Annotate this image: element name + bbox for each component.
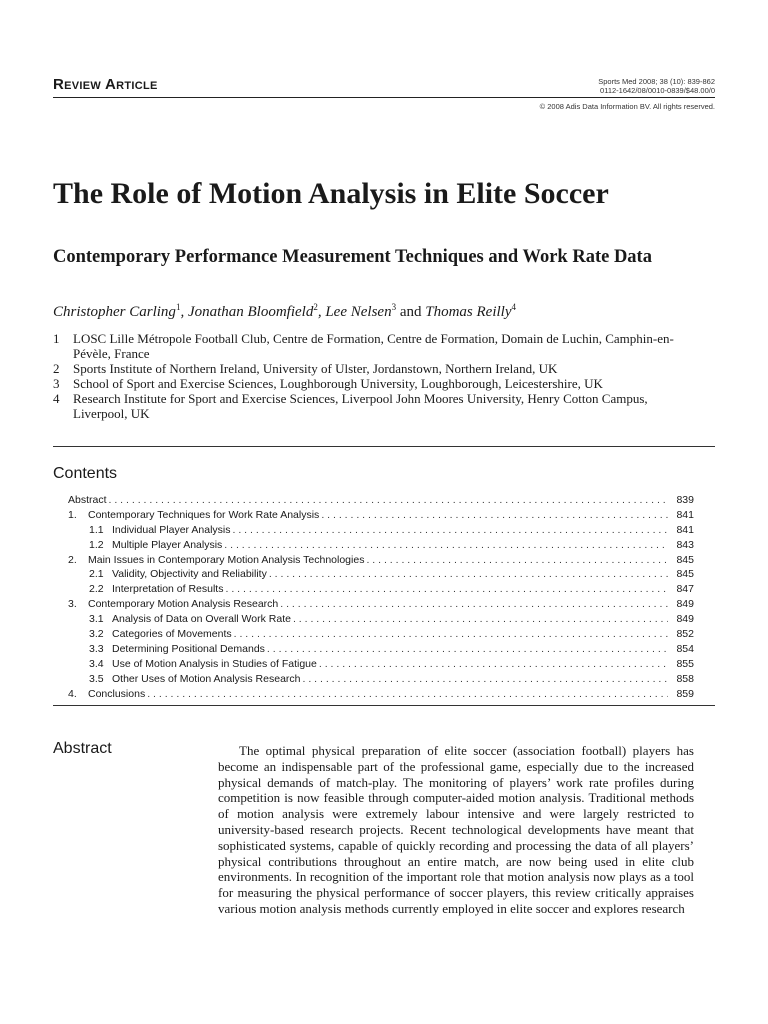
toc-leader-dots bbox=[232, 523, 668, 538]
toc-leader-dots bbox=[269, 567, 668, 582]
citation-journal: Sports Med 2008; 38 (10): 839-862 bbox=[598, 77, 715, 86]
article-type-label: Review Article bbox=[53, 76, 158, 93]
header-rule bbox=[53, 97, 715, 98]
toc-leader-dots bbox=[293, 612, 668, 627]
toc-entry-number: 3.4 bbox=[89, 657, 104, 670]
toc-entry-title: Analysis of Data on Overall Work Rate bbox=[112, 613, 291, 626]
toc-entry-page: 843 bbox=[676, 538, 694, 551]
affiliation-item bbox=[53, 376, 693, 391]
toc-entry-number: 1. bbox=[68, 508, 77, 521]
affiliation-text: Sports Institute of Northern Ireland, University of Ulster, Jordanstown, Northern Ireland, UK bbox=[73, 361, 558, 376]
toc-entry-page: 845 bbox=[676, 568, 694, 581]
toc-entry-number: 3.3 bbox=[89, 642, 104, 655]
toc-leader-dots bbox=[319, 657, 668, 672]
affiliation-number: 2 bbox=[53, 361, 60, 376]
contents-heading: Contents bbox=[53, 465, 118, 482]
toc-entry-page: 847 bbox=[676, 583, 694, 596]
toc-entry[interactable] bbox=[68, 538, 694, 553]
abstract-heading: Abstract bbox=[53, 740, 112, 757]
affiliation-item bbox=[53, 361, 693, 376]
toc-entry[interactable] bbox=[68, 567, 694, 582]
citation-issn: 0112-1642/08/0010-0839/$48.00/0 bbox=[600, 86, 715, 95]
toc-entry-page: 845 bbox=[676, 553, 694, 566]
author-affiliation-marker: 4 bbox=[511, 302, 516, 312]
toc-entry-page: 849 bbox=[676, 598, 694, 611]
toc-entry-title: Interpretation of Results bbox=[112, 583, 224, 596]
toc-entry-number: 2.2 bbox=[89, 583, 104, 596]
toc-entry-page: 855 bbox=[676, 657, 694, 670]
author-separator: , bbox=[317, 304, 326, 320]
toc-entry-title: Use of Motion Analysis in Studies of Fatigue bbox=[112, 657, 317, 670]
toc-entry-page: 839 bbox=[676, 494, 694, 506]
toc-entry-title: Individual Player Analysis bbox=[112, 523, 231, 536]
toc-entry-title: Contemporary Motion Analysis Research bbox=[88, 598, 279, 611]
toc-entry-number: 2.1 bbox=[89, 568, 104, 581]
toc-leader-dots bbox=[280, 597, 668, 612]
author-name: Lee Nelsen bbox=[325, 304, 392, 320]
toc-entry-title: Validity, Objectivity and Reliability bbox=[112, 568, 267, 581]
toc-leader-dots bbox=[366, 553, 668, 568]
toc-entry[interactable] bbox=[68, 597, 694, 612]
author-name: Jonathan Bloomfield bbox=[187, 304, 314, 320]
author-affiliation-marker: 2 bbox=[313, 302, 318, 312]
toc-entry-page: 859 bbox=[676, 687, 694, 700]
toc-leader-dots bbox=[267, 642, 668, 657]
toc-entry-title: Conclusions bbox=[88, 687, 146, 700]
section-rule-bottom bbox=[53, 705, 715, 706]
toc-entry-number: 4. bbox=[68, 687, 77, 700]
toc-entry[interactable] bbox=[68, 582, 694, 597]
toc-entry-title: Contemporary Techniques for Work Rate Analysis bbox=[88, 508, 320, 521]
toc-entry-page: 858 bbox=[676, 672, 694, 685]
affiliation-number: 1 bbox=[53, 331, 60, 346]
article-title: The Role of Motion Analysis in Elite Soccer bbox=[53, 177, 609, 210]
toc-entry-page: 841 bbox=[676, 508, 694, 521]
toc-entry-number: 3. bbox=[68, 598, 77, 611]
toc-leader-dots bbox=[224, 538, 668, 553]
affiliation-text: Research Institute for Sport and Exercise Sciences, Liverpool John Moores University, Henry Cotton Campus, Liverpool, UK bbox=[73, 391, 648, 421]
toc-entry-page: 849 bbox=[676, 613, 694, 626]
toc-entry-title: Determining Positional Demands bbox=[112, 642, 265, 655]
citation bbox=[598, 77, 715, 95]
toc-entry-title: Main Issues in Contemporary Motion Analysis Technologies bbox=[88, 553, 365, 566]
toc-leader-dots bbox=[225, 582, 668, 597]
copyright-notice: © 2008 Adis Data Information BV. All rights reserved. bbox=[539, 102, 715, 111]
toc-leader-dots bbox=[234, 627, 668, 642]
author-name: Thomas Reilly bbox=[425, 304, 512, 320]
toc-entry-number: 1.2 bbox=[89, 538, 104, 551]
affiliation-number: 4 bbox=[53, 391, 60, 406]
affiliation-item bbox=[53, 331, 693, 361]
toc-entry[interactable] bbox=[68, 508, 694, 523]
toc-entry-number: 3.1 bbox=[89, 613, 104, 626]
author-list bbox=[53, 304, 713, 321]
toc-entry-number: 2. bbox=[68, 553, 77, 566]
toc-entry-page: 854 bbox=[676, 642, 694, 655]
author-name: Christopher Carling bbox=[53, 304, 176, 320]
author-separator: and bbox=[396, 304, 426, 320]
toc-leader-dots bbox=[147, 687, 668, 702]
abstract-text: The optimal physical preparation of elite soccer (association football) players has become an indispensable part of the professional game, especially due to the increased physical demands of match-play. The monitoring of players’ work rate profiles during competition is now feasible through computer-aided motion analysis. Traditional methods of motion analysis were extremely labour intensive and were largely restricted to university-based research projects. Recent technological developments have meant that sophisticated systems, capable of quickly recording and processing the data of all players’ physical contributions throughout an entire match, are now being used in elite club environments. In recognition of the important role that motion analysis now plays as a tool for measuring the physical performance of soccer players, this review critically appraises various motion analysis methods currently employed in elite soccer and explores research bbox=[218, 743, 694, 916]
affiliation-text: School of Sport and Exercise Sciences, Loughborough University, Loughborough, Leicestershire, UK bbox=[73, 376, 603, 391]
toc-entry[interactable] bbox=[68, 553, 694, 568]
author-separator: , bbox=[180, 304, 188, 320]
toc-entry[interactable] bbox=[68, 642, 694, 657]
toc-entry-title: Other Uses of Motion Analysis Research bbox=[112, 672, 301, 685]
toc-leader-dots bbox=[321, 508, 668, 523]
toc-entry-number: 3.5 bbox=[89, 672, 104, 685]
article-subtitle: Contemporary Performance Measurement Techniques and Work Rate Data bbox=[53, 247, 652, 267]
author-affiliation-marker: 3 bbox=[391, 302, 397, 312]
toc-entry-title: Multiple Player Analysis bbox=[112, 538, 223, 551]
toc-entry-page: 852 bbox=[676, 628, 694, 641]
toc-entry-title: Abstract bbox=[68, 494, 107, 506]
affiliation-item bbox=[53, 391, 693, 421]
author-affiliation-marker: 1 bbox=[175, 302, 181, 312]
section-rule-top bbox=[53, 446, 715, 447]
toc-entry[interactable] bbox=[68, 657, 694, 672]
affiliation-list bbox=[53, 331, 693, 421]
affiliation-number: 3 bbox=[53, 376, 60, 391]
table-of-contents bbox=[68, 493, 694, 701]
toc-entry-number: 3.2 bbox=[89, 628, 104, 641]
toc-entry[interactable] bbox=[68, 672, 694, 687]
toc-entry[interactable] bbox=[68, 627, 694, 642]
toc-entry[interactable] bbox=[68, 687, 694, 702]
toc-entry-title: Categories of Movements bbox=[112, 628, 232, 641]
toc-entry-page: 841 bbox=[676, 523, 694, 536]
toc-entry[interactable] bbox=[68, 612, 694, 627]
affiliation-text: LOSC Lille Métropole Football Club, Centre de Formation, Centre de Formation, Domain de Luchin, Camphin-en-Pévèle, France bbox=[73, 331, 674, 361]
toc-leader-dots bbox=[109, 493, 668, 508]
toc-leader-dots bbox=[303, 672, 669, 687]
toc-entry[interactable] bbox=[68, 493, 694, 508]
toc-entry-number: 1.1 bbox=[89, 523, 104, 536]
toc-entry[interactable] bbox=[68, 523, 694, 538]
